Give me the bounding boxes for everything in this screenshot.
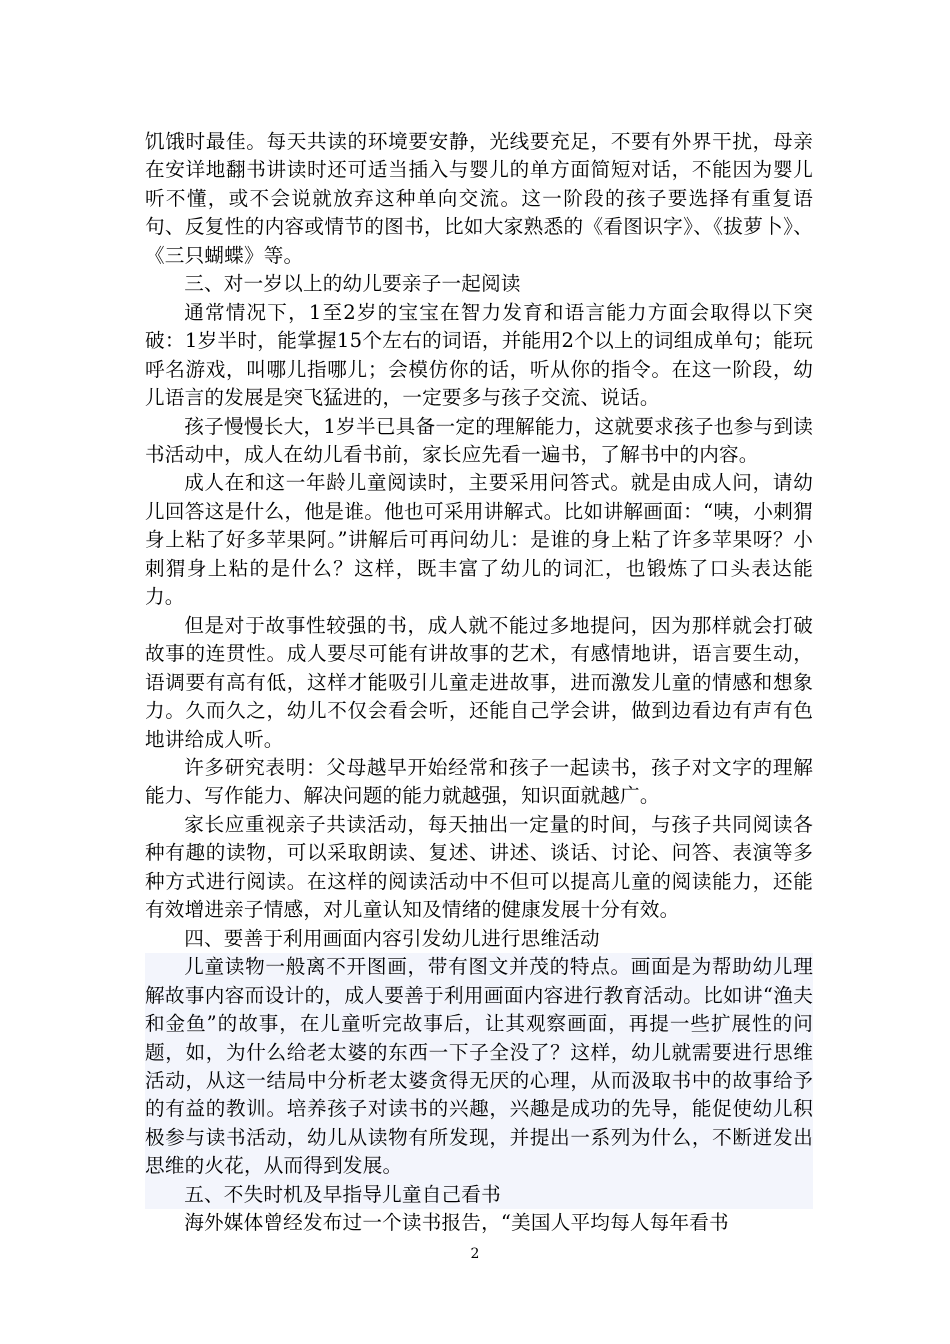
- paragraph: 通常情况下，1至2岁的宝宝在智力发育和语言能力方面会取得以下突破：1岁半时，能掌握15个左右的词语，并能用2个以上的词组成单句；能玩呼名游戏，叫哪儿指哪儿；会模仿你的话，听从你的指令。在这一阶段，幼儿语言的发展是突飞猛进的，一定要多与孩子交流、说话。: [145, 300, 813, 410]
- paragraph: 饥饿时最佳。每天共读的环境要安静，光线要充足，不要有外界干扰，母亲在安详地翻书讲读时还可适当插入与婴儿的单方面简短对话，不能因为婴儿听不懂，或不会说就放弃这种单向交流。这一阶段的孩子要选择有重复语句、反复性的内容或情节的图书，比如大家熟悉的《看图识字》、《拔萝卜》、《三只蝴蝶》等。: [145, 130, 813, 267]
- paragraph: 但是对于故事性较强的书，成人就不能过多地提问，因为那样就会打破故事的连贯性。成人要尽可能有讲故事的艺术，有感情地讲，语言要生动，语调要有高有低，这样才能吸引儿童走进故事，进而激发儿童的情感和想象力。久而久之，幼儿不仅会看会听，还能自己学会讲，做到边看边有声有色地讲给成人听。: [145, 613, 813, 751]
- page-number: 2: [470, 1246, 480, 1262]
- paragraph: 四、要善于利用画面内容引发幼儿进行思维活动: [184, 926, 600, 950]
- paragraph: 成人在和这一年龄儿童阅读时，主要采用问答式。就是由成人问，请幼儿回答这是什么，他是谁。他也可采用讲解式。比如讲解画面：“咦，小刺猬身上粘了好多苹果阿。”讲解后可再问幼儿：是谁的身上粘了许多苹果呀？小刺猬身上粘的是什么？这样，既丰富了幼儿的词汇，也锻炼了口头表达能力。: [145, 471, 813, 609]
- paragraph: 海外媒体曾经发布过一个读书报告，“美国人平均每人每年看书: [184, 1211, 729, 1235]
- document-body: [145, 128, 813, 1238]
- paragraph: 五、不失时机及早指导儿童自己看书: [145, 1181, 813, 1209]
- paragraph: 儿童读物一般离不开图画，带有图文并茂的特点。画面是为帮助幼儿理解故事内容而设计的，成人要善于利用画面内容进行教育活动。比如讲“渔夫和金鱼”的故事，在儿童听完故事后，让其观察画面，再提一些扩展性的问题，如，为什么给老太婆的东西一下子全没了？这样，幼儿就需要进行思维活动，从这一结局中分析老太婆贪得无厌的心理，从而汲取书中的故事给予的有益的教训。培养孩子对读书的兴趣，兴趣是成功的先导，能促使幼儿积极参与读书活动，幼儿从读物有所发现，并提出一系列为什么，不断迸发出思维的火花，从而得到发展。: [145, 953, 813, 1181]
- paragraph: 孩子慢慢长大，1岁半已具备一定的理解能力，这就要求孩子也参与到读书活动中，成人在幼儿看书前，家长应先看一遍书，了解书中的内容。: [145, 414, 813, 466]
- paragraph: 家长应重视亲子共读活动，每天抽出一定量的时间，与孩子共同阅读各种有趣的读物，可以采取朗读、复述、讲述、谈话、讨论、问答、表演等多种方式进行阅读。在这样的阅读活动中不但可以提高儿童的阅读能力，还能有效增进亲子情感，对儿童认知及情绪的健康发展十分有效。: [145, 812, 813, 922]
- paragraph: 许多研究表明：父母越早开始经常和孩子一起读书，孩子对文字的理解能力、写作能力、解决问题的能力就越强，知识面就越广。: [145, 755, 813, 808]
- paragraph: 三、对一岁以上的幼儿要亲子一起阅读: [184, 272, 521, 296]
